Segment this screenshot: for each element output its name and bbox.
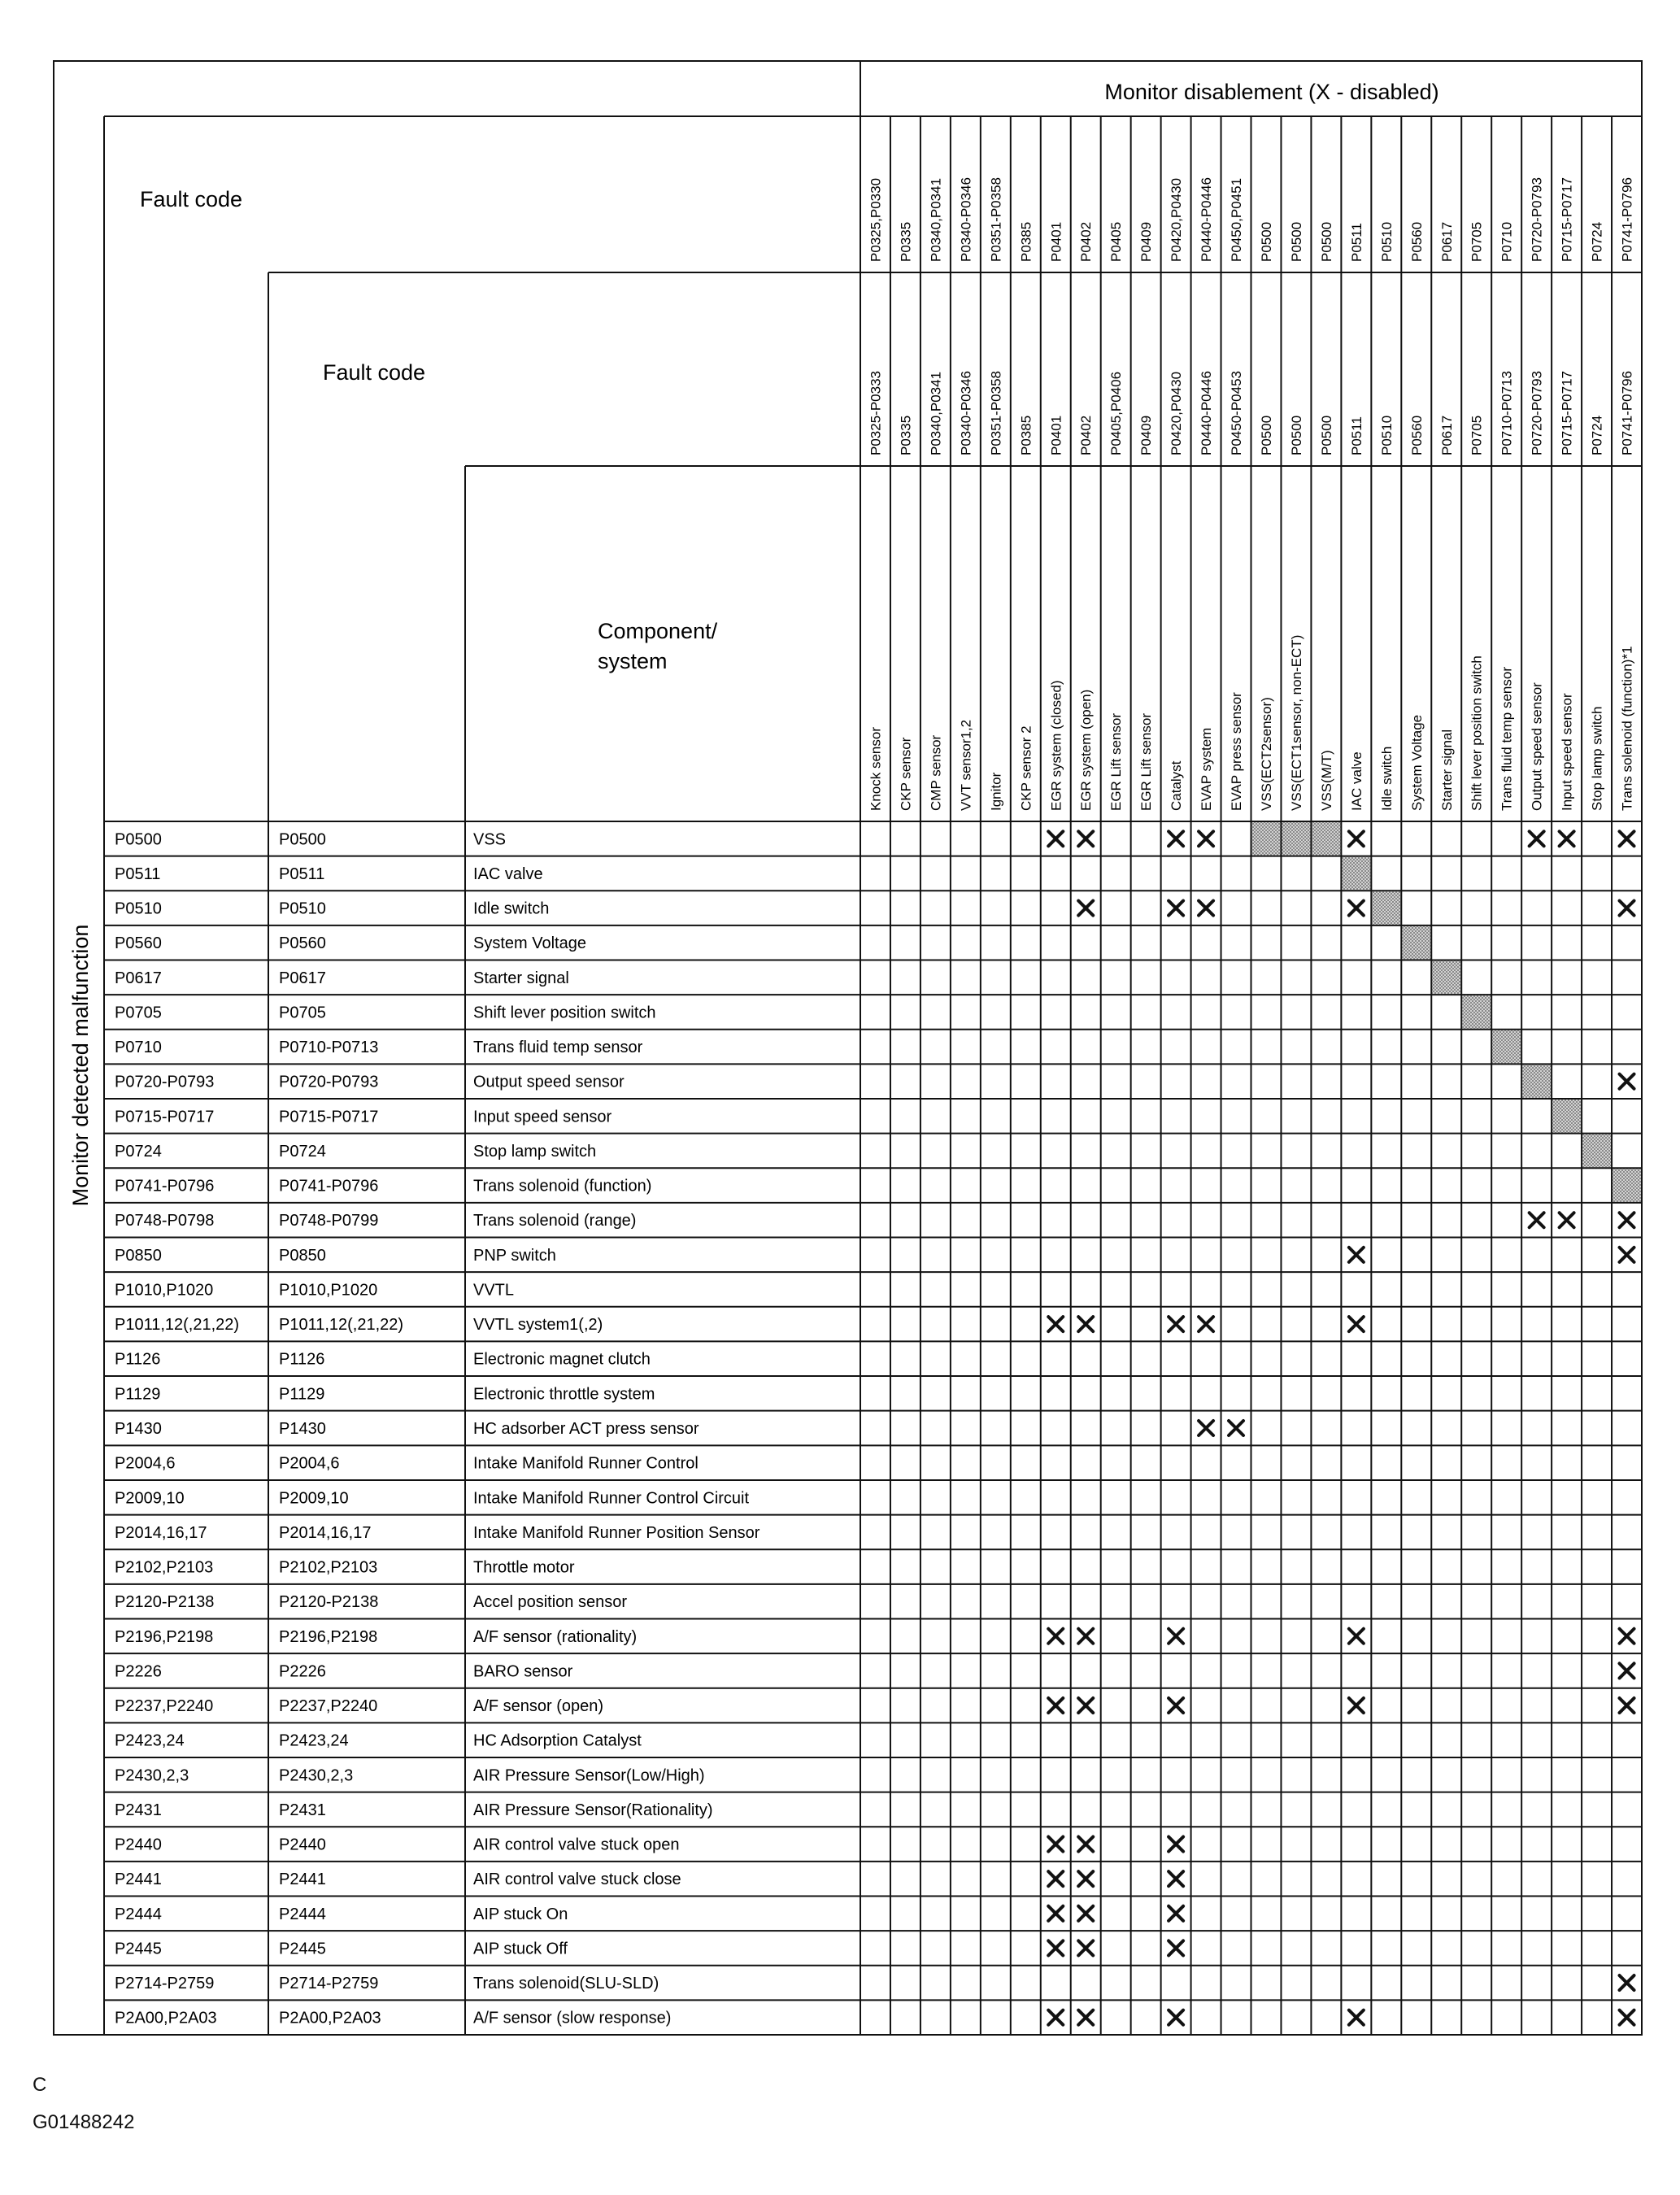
column-component: Stop lamp switch [1589, 706, 1605, 811]
row-fault-code-2: P0500 [279, 830, 326, 849]
row-fault-code-1: P2196,P2198 [115, 1627, 214, 1646]
column-code-1: P0405 [1108, 221, 1125, 262]
disabled-x-mark [1078, 1698, 1093, 1713]
column-code-2: P0617 [1438, 415, 1455, 455]
row-component: A/F sensor (slow response) [473, 2009, 672, 2027]
column-code-2: P0402 [1078, 415, 1095, 455]
self-monitor-shaded-cell [1582, 1135, 1611, 1168]
row-fault-code-2: P0511 [279, 864, 325, 883]
row-fault-code-2: P0850 [279, 1246, 326, 1265]
column-code-1: P0420,P0430 [1169, 177, 1185, 262]
row-component: IAC valve [473, 864, 543, 883]
column-component: VSS(ECT2sensor) [1259, 697, 1274, 811]
disabled-x-mark [1349, 901, 1364, 916]
column-code-1: P0409 [1138, 221, 1155, 262]
column-code-1: P0741-P0796 [1619, 177, 1635, 262]
column-component: EVAP system [1199, 727, 1215, 811]
disabled-x-mark [1620, 1248, 1634, 1262]
disabled-x-mark [1048, 1698, 1063, 1713]
disabled-x-mark [1199, 1421, 1213, 1435]
column-code-1: P0715-P0717 [1559, 177, 1575, 262]
column-code-2: P0340,P0341 [928, 371, 944, 455]
self-monitor-shaded-cell [1522, 1065, 1551, 1098]
self-monitor-shaded-cell [1613, 1169, 1641, 1202]
component-header-line1: Component/ [598, 619, 718, 643]
row-component: AIP stuck On [473, 1905, 568, 1923]
row-fault-code-2: P2226 [279, 1662, 326, 1681]
disabled-x-mark [1078, 1837, 1093, 1852]
row-component: Electronic magnet clutch [473, 1350, 651, 1369]
column-code-1: P0720-P0793 [1529, 177, 1545, 262]
disabled-x-mark [1199, 831, 1213, 846]
row-component: Starter signal [473, 969, 569, 987]
column-code-2: P0440-P0446 [1199, 371, 1215, 455]
row-fault-code-1: P0710 [115, 1039, 162, 1057]
row-component: System Voltage [473, 934, 586, 953]
self-monitor-shaded-cell [1492, 1030, 1521, 1064]
disabled-x-mark [1349, 1629, 1364, 1644]
row-component: AIR Pressure Sensor(Low/High) [473, 1766, 705, 1785]
disabled-x-mark [1078, 1871, 1093, 1886]
disabled-x-mark [1199, 1317, 1213, 1331]
column-component: CMP sensor [928, 734, 944, 811]
row-component: Trans fluid temp sensor [473, 1039, 643, 1057]
column-component: EGR Lift sensor [1138, 713, 1155, 811]
row-fault-code-1: P2226 [115, 1662, 162, 1681]
row-fault-code-1: P2A00,P2A03 [115, 2009, 217, 2027]
disabled-x-mark [1620, 1074, 1634, 1089]
row-fault-code-1: P2441 [115, 1871, 162, 1889]
row-fault-code-1: P1430 [115, 1420, 162, 1438]
row-component: Idle switch [473, 899, 550, 918]
column-code-1: P0724 [1589, 221, 1605, 262]
column-code-1: P0351-P0358 [988, 177, 1004, 262]
row-fault-code-2: P2430,2,3 [279, 1766, 354, 1785]
row-fault-code-2: P0715-P0717 [279, 1108, 379, 1126]
column-code-1: P0510 [1378, 221, 1395, 262]
row-fault-code-2: P1126 [279, 1350, 325, 1369]
row-component: A/F sensor (rationality) [473, 1627, 638, 1646]
column-code-2: P0401 [1048, 415, 1064, 455]
column-code-1: P0511 [1348, 223, 1364, 262]
row-fault-code-2: P2444 [279, 1905, 326, 1923]
column-code-2: P0450-P0453 [1229, 371, 1244, 455]
row-component: AIR Pressure Sensor(Rationality) [473, 1801, 713, 1819]
column-component: EGR system (closed) [1048, 680, 1064, 811]
column-code-2: P0710-P0713 [1499, 371, 1515, 455]
row-component: Intake Manifold Runner Control [473, 1454, 699, 1473]
self-monitor-shaded-cell [1312, 822, 1340, 856]
self-monitor-shaded-cell [1252, 822, 1281, 856]
column-code-2: P0405,P0406 [1108, 371, 1125, 455]
disabled-x-mark [1078, 2010, 1093, 2025]
row-fault-code-1: P2009,10 [115, 1489, 185, 1508]
disabled-x-mark [1169, 1698, 1183, 1713]
column-component: Catalyst [1169, 760, 1185, 811]
disabled-x-mark [1169, 1871, 1183, 1886]
column-component: VSS(M/T) [1318, 750, 1334, 811]
row-component: PNP switch [473, 1246, 556, 1265]
column-component: VSS(ECT1sensor, non-ECT) [1288, 634, 1304, 811]
row-fault-code-1: P0500 [115, 830, 162, 849]
disabled-x-mark [1078, 1940, 1093, 1955]
row-fault-code-2: P2440 [279, 1836, 326, 1854]
column-code-2: P0500 [1288, 415, 1304, 455]
row-fault-code-1: P2444 [115, 1905, 162, 1923]
disabled-x-mark [1620, 1663, 1634, 1678]
column-code-1: P0440-P0446 [1199, 177, 1215, 262]
row-fault-code-2: P2196,P2198 [279, 1627, 378, 1646]
row-component: HC Adsorption Catalyst [473, 1731, 642, 1750]
monitor-detected-malfunction-label: Monitor detected malfunction [68, 924, 93, 1207]
column-component: EGR system (open) [1078, 689, 1095, 811]
column-component: Knock sensor [868, 727, 884, 811]
disabled-x-mark [1199, 901, 1213, 916]
row-fault-code-1: P2237,P2240 [115, 1697, 214, 1715]
column-component: Trans solenoid (function)*1 [1619, 646, 1635, 811]
column-code-1: P0402 [1078, 221, 1095, 262]
disabled-x-mark [1530, 831, 1544, 846]
row-fault-code-1: P2014,16,17 [115, 1523, 207, 1542]
disabled-x-mark [1349, 2010, 1364, 2025]
column-component: Trans fluid temp sensor [1499, 667, 1515, 811]
disabled-x-mark [1169, 1317, 1183, 1331]
row-component: AIR control valve stuck open [473, 1836, 680, 1854]
disabled-x-mark [1620, 1629, 1634, 1644]
row-fault-code-2: P1010,P1020 [279, 1281, 378, 1300]
row-component: Intake Manifold Runner Control Circuit [473, 1489, 750, 1508]
row-fault-code-2: P0705 [279, 1004, 326, 1022]
disabled-x-mark [1349, 1248, 1364, 1262]
disabled-x-mark [1048, 2010, 1063, 2025]
column-component: Ignitor [988, 772, 1004, 811]
disabled-x-mark [1620, 1698, 1634, 1713]
row-fault-code-1: P0510 [115, 899, 162, 918]
row-fault-code-2: P0741-P0796 [279, 1177, 379, 1195]
column-code-1: P0500 [1288, 221, 1304, 262]
row-fault-code-2: P2014,16,17 [279, 1523, 372, 1542]
self-monitor-shaded-cell [1282, 822, 1310, 856]
row-fault-code-1: P0705 [115, 1004, 162, 1022]
disabled-x-mark [1530, 1213, 1544, 1227]
footer-letter: C [33, 2074, 47, 2096]
figure-id: G01488242 [33, 2111, 135, 2133]
disabled-x-mark [1169, 1906, 1183, 1921]
disabled-x-mark [1078, 1629, 1093, 1644]
self-monitor-shaded-cell [1432, 961, 1460, 995]
column-code-2: P0385 [1018, 415, 1034, 455]
row-fault-code-2: P2423,24 [279, 1731, 349, 1750]
row-fault-code-1: P0617 [115, 969, 162, 987]
row-fault-code-1: P0560 [115, 934, 162, 953]
row-fault-code-1: P1126 [115, 1350, 161, 1369]
disabled-x-mark [1078, 1317, 1093, 1331]
row-fault-code-2: P0724 [279, 1143, 326, 1161]
row-fault-code-2: P0710-P0713 [279, 1039, 379, 1057]
disabled-x-mark [1349, 1698, 1364, 1713]
column-component: Input speed sensor [1559, 693, 1575, 811]
disabled-x-mark [1620, 831, 1634, 846]
disabled-x-mark [1169, 2010, 1183, 2025]
row-fault-code-2: P2A00,P2A03 [279, 2009, 381, 2027]
disabled-x-mark [1048, 831, 1063, 846]
column-code-2: P0340-P0346 [958, 371, 974, 455]
row-fault-code-2: P2445 [279, 1940, 326, 1958]
column-code-1: P0560 [1408, 221, 1425, 262]
column-code-1: P0710 [1499, 221, 1515, 262]
row-fault-code-1: P2714-P2759 [115, 1975, 215, 1993]
column-code-1: P0401 [1048, 221, 1064, 262]
column-code-2: P0705 [1469, 415, 1485, 455]
disabled-x-mark [1169, 831, 1183, 846]
column-component: IAC valve [1348, 751, 1364, 811]
row-component: Electronic throttle system [473, 1385, 655, 1404]
column-code-2: P0510 [1378, 415, 1395, 455]
disabled-x-mark [1229, 1421, 1243, 1435]
row-fault-code-2: P2441 [279, 1871, 326, 1889]
self-monitor-shaded-cell [1402, 926, 1430, 960]
row-fault-code-2: P2102,P2103 [279, 1558, 378, 1577]
column-code-2: P0420,P0430 [1169, 371, 1185, 455]
row-fault-code-1: P2445 [115, 1940, 162, 1958]
fault-code-header-2: Fault code [323, 360, 426, 385]
column-component: Shift lever position switch [1469, 655, 1485, 811]
row-fault-code-2: P0748-P0799 [279, 1212, 379, 1230]
disabled-x-mark [1620, 1213, 1634, 1227]
row-component: Trans solenoid (function) [473, 1177, 652, 1195]
row-component: VVTL [473, 1281, 515, 1300]
row-fault-code-2: P0720-P0793 [279, 1073, 379, 1091]
disabled-x-mark [1078, 901, 1093, 916]
column-code-2: P0500 [1318, 415, 1334, 455]
row-component: Output speed sensor [473, 1073, 625, 1091]
column-code-2: P0741-P0796 [1619, 371, 1635, 455]
disabled-x-mark [1620, 901, 1634, 916]
row-fault-code-1: P2430,2,3 [115, 1766, 189, 1785]
column-code-1: P0385 [1018, 221, 1034, 262]
disabled-x-mark [1620, 1975, 1634, 1990]
column-component: CKP sensor 2 [1018, 725, 1034, 811]
row-fault-code-1: P2431 [115, 1801, 162, 1819]
column-component: Output speed sensor [1529, 682, 1545, 811]
row-fault-code-2: P2431 [279, 1801, 326, 1819]
row-fault-code-1: P2004,6 [115, 1454, 176, 1473]
component-header-line2: system [598, 649, 668, 673]
column-code-2: P0560 [1408, 415, 1425, 455]
row-component: Shift lever position switch [473, 1004, 656, 1022]
column-code-1: P0340,P0341 [928, 177, 944, 262]
disabled-x-mark [1169, 901, 1183, 916]
column-code-1: P0617 [1438, 221, 1455, 262]
row-component: Stop lamp switch [473, 1143, 597, 1161]
column-code-1: P0500 [1318, 221, 1334, 262]
disabled-x-mark [1169, 1940, 1183, 1955]
row-fault-code-1: P1011,12(,21,22) [115, 1316, 240, 1335]
row-fault-code-1: P0741-P0796 [115, 1177, 215, 1195]
column-code-2: P0511 [1348, 416, 1364, 455]
column-component: CKP sensor [898, 737, 914, 811]
column-component: Idle switch [1378, 746, 1395, 811]
column-code-1: P0450,P0451 [1229, 177, 1244, 262]
disabled-x-mark [1048, 1629, 1063, 1644]
row-component: VVTL system1(,2) [473, 1316, 603, 1335]
row-fault-code-2: P0617 [279, 969, 326, 987]
column-code-2: P0724 [1589, 415, 1605, 455]
disabled-x-mark [1078, 1906, 1093, 1921]
row-fault-code-1: P2120-P2138 [115, 1593, 215, 1612]
row-fault-code-1: P2102,P2103 [115, 1558, 214, 1577]
column-code-1: P0500 [1259, 221, 1274, 262]
row-fault-code-1: P0720-P0793 [115, 1073, 215, 1091]
column-code-2: P0500 [1259, 415, 1274, 455]
row-fault-code-2: P1011,12(,21,22) [279, 1316, 404, 1335]
row-fault-code-2: P2120-P2138 [279, 1593, 379, 1612]
row-fault-code-1: P0724 [115, 1143, 162, 1161]
self-monitor-shaded-cell [1372, 891, 1400, 925]
column-code-2: P0720-P0793 [1529, 371, 1545, 455]
column-code-1: P0340-P0346 [958, 177, 974, 262]
column-code-1: P0335 [898, 221, 914, 262]
column-component: EGR Lift sensor [1108, 713, 1125, 811]
row-fault-code-2: P2237,P2240 [279, 1697, 378, 1715]
column-code-2: P0325-P0333 [868, 371, 884, 455]
row-fault-code-1: P1010,P1020 [115, 1281, 214, 1300]
row-fault-code-2: P2714-P2759 [279, 1975, 379, 1993]
row-component: Intake Manifold Runner Position Sensor [473, 1523, 760, 1542]
disabled-x-mark [1048, 1940, 1063, 1955]
disabled-x-mark [1048, 1837, 1063, 1852]
column-component: System Voltage [1408, 714, 1425, 811]
disabled-x-mark [1048, 1871, 1063, 1886]
row-component: A/F sensor (open) [473, 1697, 604, 1715]
row-component: AIR control valve stuck close [473, 1871, 681, 1889]
disabled-x-mark [1349, 1317, 1364, 1331]
row-fault-code-2: P1129 [279, 1385, 325, 1404]
disabled-x-mark [1560, 831, 1574, 846]
row-fault-code-2: P0560 [279, 934, 326, 953]
row-fault-code-2: P0510 [279, 899, 326, 918]
self-monitor-shaded-cell [1552, 1100, 1581, 1133]
column-component: EVAP press sensor [1229, 692, 1244, 811]
row-fault-code-1: P0511 [115, 864, 161, 883]
column-code-2: P0351-P0358 [988, 371, 1004, 455]
disabled-x-mark [1169, 1837, 1183, 1852]
column-component: VVT sensor1,2 [958, 719, 974, 811]
row-component: Trans solenoid(SLU-SLD) [473, 1975, 659, 1993]
row-fault-code-1: P1129 [115, 1385, 161, 1404]
column-code-2: P0409 [1138, 415, 1155, 455]
fault-code-header-1: Fault code [140, 187, 243, 211]
row-component: Accel position sensor [473, 1593, 627, 1612]
row-fault-code-1: P0850 [115, 1246, 162, 1265]
monitor-disablement-title: Monitor disablement (X - disabled) [1104, 80, 1439, 104]
row-fault-code-1: P2423,24 [115, 1731, 185, 1750]
self-monitor-shaded-cell [1462, 995, 1491, 1029]
disabled-x-mark [1620, 2010, 1634, 2025]
row-fault-code-2: P2009,10 [279, 1489, 349, 1508]
self-monitor-shaded-cell [1342, 857, 1370, 891]
column-code-1: P0325,P0330 [868, 177, 884, 262]
column-code-1: P0705 [1469, 221, 1485, 262]
column-code-2: P0715-P0717 [1559, 371, 1575, 455]
row-component: BARO sensor [473, 1662, 573, 1681]
row-component: Throttle motor [473, 1558, 575, 1577]
column-component: Starter signal [1438, 729, 1455, 811]
disabled-x-mark [1169, 1629, 1183, 1644]
row-fault-code-1: P2440 [115, 1836, 162, 1854]
disabled-x-mark [1048, 1906, 1063, 1921]
disabled-x-mark [1560, 1213, 1574, 1227]
row-fault-code-1: P0748-P0798 [115, 1212, 215, 1230]
row-component: Input speed sensor [473, 1108, 612, 1126]
row-component: VSS [473, 830, 507, 849]
disabled-x-mark [1078, 831, 1093, 846]
disabled-x-mark [1349, 831, 1364, 846]
row-component: AIP stuck Off [473, 1940, 568, 1958]
row-component: Trans solenoid (range) [473, 1212, 637, 1230]
row-component: HC adsorber ACT press sensor [473, 1420, 699, 1438]
disabled-x-mark [1048, 1317, 1063, 1331]
column-code-2: P0335 [898, 415, 914, 455]
row-fault-code-1: P0715-P0717 [115, 1108, 215, 1126]
row-fault-code-2: P2004,6 [279, 1454, 340, 1473]
row-fault-code-2: P1430 [279, 1420, 326, 1438]
